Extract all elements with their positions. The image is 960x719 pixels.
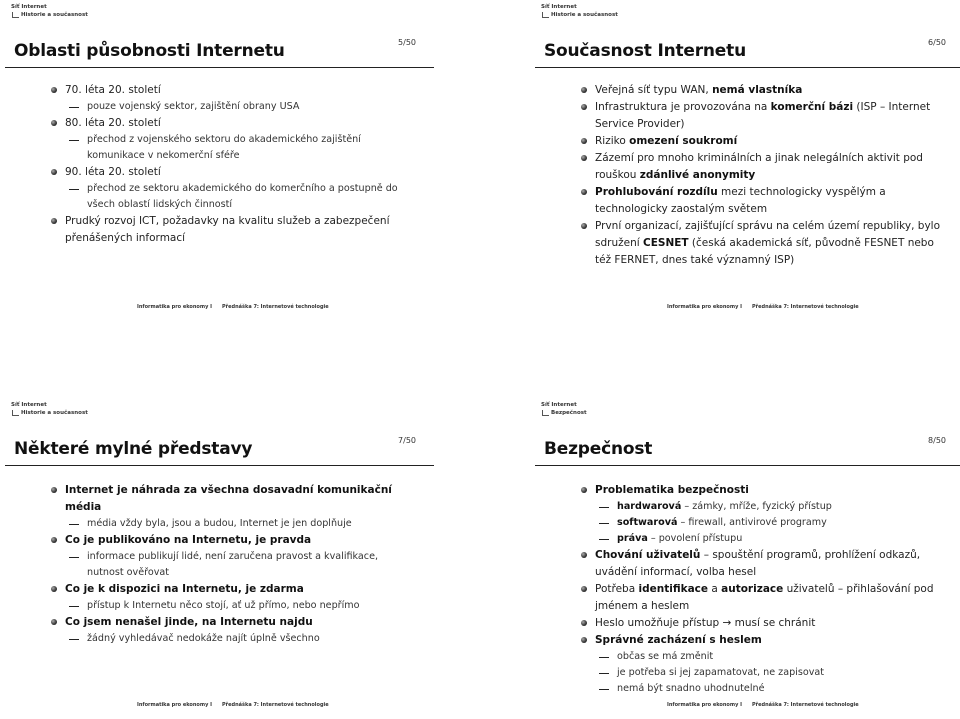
sub-item xyxy=(599,681,946,697)
slide-footer xyxy=(535,700,960,710)
bullet-icon xyxy=(581,138,587,144)
sub-item-text: je potřeba si jej zapamatovat, ne zapisovat xyxy=(617,667,825,678)
text: mezi technologicky vyspělým a technologicky zaostalým světem xyxy=(595,186,886,215)
breadcrumb-subsection-row xyxy=(11,11,88,19)
footer-lecture: Přednáška 7: Internetové technologie xyxy=(222,304,329,310)
breadcrumb-subsection-row xyxy=(541,409,587,417)
breadcrumb-subsection-row xyxy=(541,11,618,19)
sub-item-text: informace publikují lidé, není zaručena pravost a kvalifikace, nutnost ověřovat xyxy=(87,551,379,578)
slide-content xyxy=(55,482,416,647)
text: – spouštění programů, prohlížení odkazů, uvádění informací, volba hesel xyxy=(595,549,921,578)
sub-item-text: přechod z vojenského sektoru do akademického zajištění komunikace v nekomerční sféře xyxy=(87,134,361,161)
sub-item-text: nemá být snadno uhodnutelné xyxy=(617,683,765,694)
bold-text: Problematika bezpečnosti xyxy=(595,484,749,496)
slide-footer xyxy=(5,700,434,710)
text: 90. léta 20. století xyxy=(65,166,161,178)
bullet-icon xyxy=(581,637,587,643)
bold-text: omezení soukromí xyxy=(629,135,738,147)
dash-icon xyxy=(69,606,79,607)
sub-item xyxy=(599,531,946,547)
breadcrumb-subsection: Historie a současnost xyxy=(21,12,88,18)
bullet-icon xyxy=(51,218,57,224)
bullet-icon xyxy=(51,87,57,93)
footer-course: Informatika pro ekonomy I xyxy=(137,304,212,310)
sub-item-text: pouze vojenský sektor, zajištění obrany USA xyxy=(87,101,300,112)
footer-course: Informatika pro ekonomy I xyxy=(667,304,742,310)
tree-hook-icon xyxy=(12,410,19,416)
tree-hook-icon xyxy=(542,410,549,416)
bullet-item xyxy=(55,82,416,99)
breadcrumb-section: Síť Internet xyxy=(541,402,577,408)
bold-text: Co je publikováno na Internetu, je pravda xyxy=(65,534,312,546)
sub-item xyxy=(599,649,946,665)
breadcrumb-section: Síť Internet xyxy=(11,402,47,408)
bullet-icon xyxy=(581,223,587,229)
bullet-item xyxy=(585,218,946,269)
bullet-item xyxy=(585,615,946,632)
bullet-icon xyxy=(51,487,57,493)
bullet-item xyxy=(585,581,946,615)
footer-course: Informatika pro ekonomy I xyxy=(137,702,212,708)
slide-8 xyxy=(535,398,960,715)
text: – firewall, antivirové programy xyxy=(677,517,827,528)
dash-icon xyxy=(599,523,609,524)
dash-icon xyxy=(69,639,79,640)
tree-hook-icon xyxy=(542,12,549,18)
bullet-icon xyxy=(51,169,57,175)
dash-icon xyxy=(599,657,609,658)
bold-text: Co jsem nenašel jinde, na Internetu najdu xyxy=(65,616,313,628)
footer-lecture: Přednáška 7: Internetové technologie xyxy=(752,702,859,708)
breadcrumb xyxy=(11,401,88,417)
bullet-icon xyxy=(581,620,587,626)
bullet-item xyxy=(585,150,946,184)
bold-text: Internet je náhrada za všechna dosavadní komunikační média xyxy=(65,484,392,513)
page-number: 5/50 xyxy=(398,38,416,47)
bullet-icon xyxy=(51,537,57,543)
text: (ISP – Internet Service Provider) xyxy=(595,101,931,130)
page-number: 7/50 xyxy=(398,436,416,445)
bullet-icon xyxy=(581,586,587,592)
sub-item-text: přechod ze sektoru akademického do komerčního a postupně do všech oblastí lidských činností xyxy=(87,183,398,210)
bold-text: Správné zacházení s heslem xyxy=(595,634,762,646)
breadcrumb-subsection: Historie a současnost xyxy=(21,410,88,416)
breadcrumb-subsection: Historie a současnost xyxy=(551,12,618,18)
bold-text: zdánlivé anonymity xyxy=(639,169,756,181)
slide-5 xyxy=(5,0,434,317)
bullet-icon xyxy=(581,552,587,558)
bullet-item xyxy=(55,115,416,132)
bold-text: softwarová xyxy=(617,517,678,528)
page-number: 6/50 xyxy=(928,38,946,47)
text: (česká akademická síť, původně FESNET nebo též FERNET, dnes také významný ISP) xyxy=(595,237,934,266)
bullet-icon xyxy=(51,586,57,592)
dash-icon xyxy=(599,507,609,508)
header-divider xyxy=(535,67,960,68)
breadcrumb-subsection-row xyxy=(11,409,88,417)
text: Prudký rozvoj ICT, požadavky na kvalitu služeb a zabezpečení přenášených informací xyxy=(65,215,390,244)
bullet-item xyxy=(585,632,946,649)
text: a xyxy=(708,583,722,595)
sub-item xyxy=(599,499,946,515)
sub-item xyxy=(69,549,416,581)
breadcrumb-section: Síť Internet xyxy=(11,4,47,10)
sub-item-text: média vždy byla, jsou a budou, Internet je jen doplňuje xyxy=(87,518,352,529)
bullet-item xyxy=(55,532,416,549)
breadcrumb xyxy=(11,3,88,19)
bold-text: práva xyxy=(617,533,648,544)
bold-text: Prohlubování rozdílu xyxy=(595,186,718,198)
bold-text: nemá vlastníka xyxy=(712,84,803,96)
slide-title: Některé mylné představy xyxy=(14,439,253,459)
dash-icon xyxy=(69,524,79,525)
text: 80. léta 20. století xyxy=(65,117,161,129)
slide-6 xyxy=(535,0,960,317)
bold-text: Co je k dispozici na Internetu, je zdarma xyxy=(65,583,304,595)
bold-text: autorizace xyxy=(721,583,784,595)
bullet-icon xyxy=(581,189,587,195)
slide-title: Bezpečnost xyxy=(544,439,653,459)
dash-icon xyxy=(599,673,609,674)
bullet-item xyxy=(585,82,946,99)
bullet-icon xyxy=(51,619,57,625)
bullet-icon xyxy=(581,155,587,161)
dash-icon xyxy=(69,189,79,190)
bullet-item xyxy=(585,99,946,133)
breadcrumb-subsection: Bezpečnost xyxy=(551,410,587,416)
bullet-item xyxy=(585,547,946,581)
text: – povolení přístupu xyxy=(647,533,743,544)
slide-7 xyxy=(5,398,434,715)
bullet-item xyxy=(585,482,946,499)
sub-item xyxy=(599,665,946,681)
dash-icon xyxy=(599,539,609,540)
sub-item-text: přístup k Internetu něco stojí, ať už přímo, nebo nepřímo xyxy=(87,600,360,611)
dash-icon xyxy=(599,689,609,690)
tree-hook-icon xyxy=(12,12,19,18)
sub-item xyxy=(69,99,416,115)
dash-icon xyxy=(69,140,79,141)
bold-text: CESNET xyxy=(643,237,689,249)
dash-icon xyxy=(69,107,79,108)
bullet-item xyxy=(585,184,946,218)
dash-icon xyxy=(69,557,79,558)
bold-text: Chování uživatelů xyxy=(595,549,701,561)
bullet-item xyxy=(55,213,416,247)
sub-item xyxy=(599,515,946,531)
page-number: 8/50 xyxy=(928,436,946,445)
bold-text: komerční bázi xyxy=(770,101,854,113)
bullet-icon xyxy=(51,120,57,126)
slide-content xyxy=(55,82,416,247)
breadcrumb-section: Síť Internet xyxy=(541,4,577,10)
sub-item xyxy=(69,181,416,213)
bullet-item xyxy=(55,482,416,516)
text: uživatelů – přihlašování pod jménem a heslem xyxy=(595,583,934,612)
sub-item xyxy=(69,598,416,614)
sub-item-text: občas se má změnit xyxy=(617,651,714,662)
breadcrumb xyxy=(541,3,618,19)
text: Veřejná síť typu WAN, xyxy=(595,84,713,96)
text: Zázemí pro mnoho kriminálních a jinak nelegálních aktivit pod rouškou xyxy=(595,152,923,181)
footer-lecture: Přednáška 7: Internetové technologie xyxy=(752,304,859,310)
text: Riziko xyxy=(595,135,630,147)
text: – zámky, mříže, fyzický přístup xyxy=(681,501,832,512)
slide-content xyxy=(585,482,946,697)
bullet-icon xyxy=(581,104,587,110)
text: Potřeba xyxy=(595,583,639,595)
slide-title: Oblasti působnosti Internetu xyxy=(14,41,285,61)
slide-title: Současnost Internetu xyxy=(544,41,746,61)
bullet-icon xyxy=(581,487,587,493)
footer-course: Informatika pro ekonomy I xyxy=(667,702,742,708)
bullet-item xyxy=(55,581,416,598)
text: 70. léta 20. století xyxy=(65,84,161,96)
slide-content xyxy=(585,82,946,269)
text: Infrastruktura je provozována na xyxy=(595,101,771,113)
breadcrumb xyxy=(541,401,587,417)
bold-text: identifikace xyxy=(638,583,709,595)
sub-item xyxy=(69,516,416,532)
bold-text: hardwarová xyxy=(617,501,682,512)
header-divider xyxy=(535,465,960,466)
sub-item xyxy=(69,132,416,164)
header-divider xyxy=(5,67,434,68)
slide-footer xyxy=(5,302,434,312)
bullet-item xyxy=(585,133,946,150)
bullet-icon xyxy=(581,87,587,93)
bullet-item xyxy=(55,614,416,631)
text: Heslo umožňuje přístup → musí se chránit xyxy=(595,617,816,629)
sub-item-text: žádný vyhledávač nedokáže najít úplně všechno xyxy=(87,633,320,644)
sub-item xyxy=(69,631,416,647)
slide-footer xyxy=(535,302,960,312)
header-divider xyxy=(5,465,434,466)
footer-lecture: Přednáška 7: Internetové technologie xyxy=(222,702,329,708)
bullet-item xyxy=(55,164,416,181)
text: První organizací, zajišťující správu na celém území republiky, bylo sdružení xyxy=(595,220,940,249)
